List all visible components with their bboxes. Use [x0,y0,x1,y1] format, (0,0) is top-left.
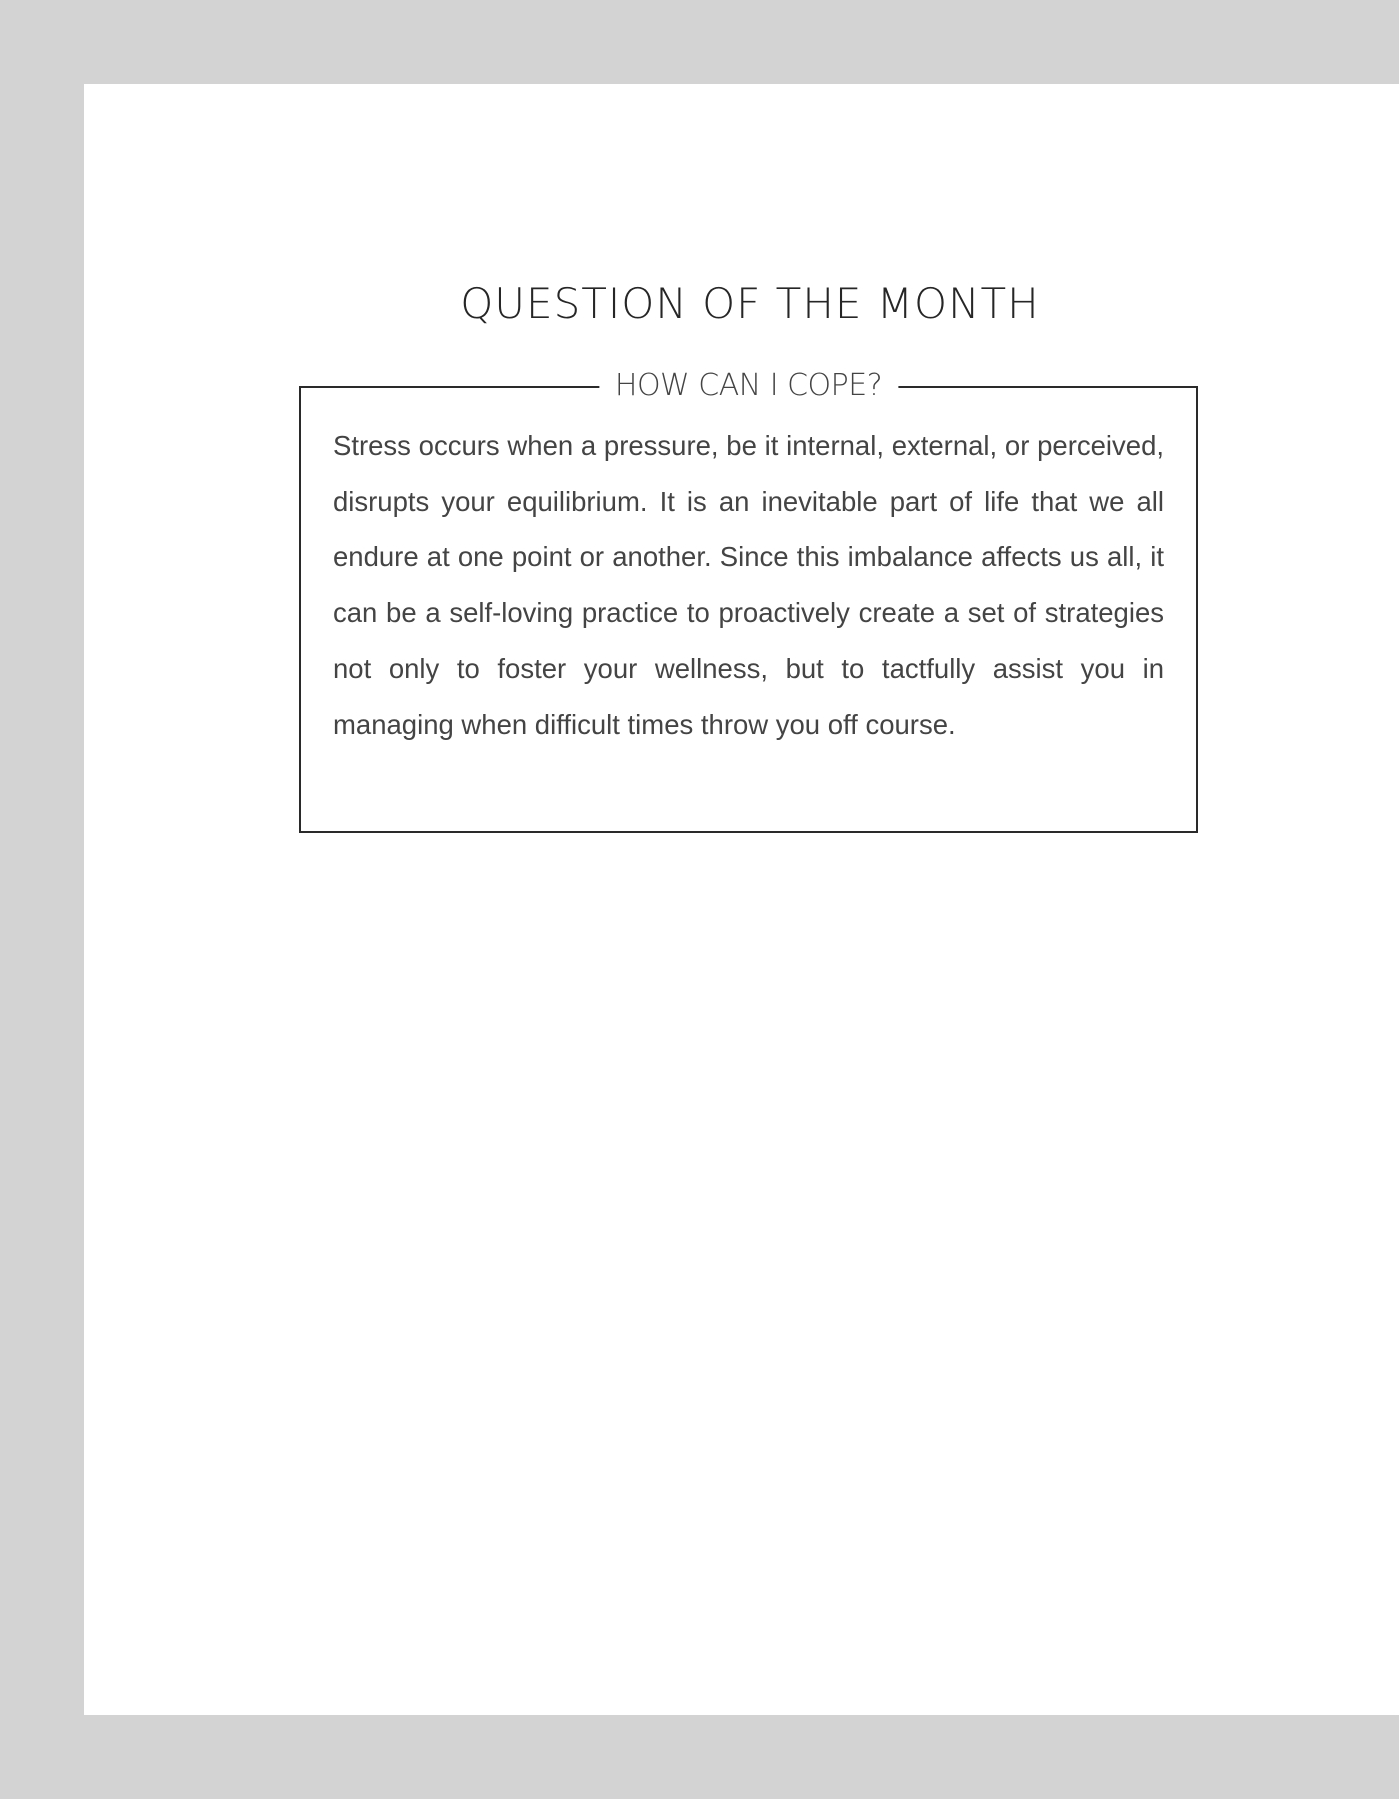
document-page [84,84,1399,1715]
question-box-heading: HOW CAN I COPE? [599,366,898,406]
page-title: QUESTION OF THE MONTH [460,279,1040,328]
question-box [299,368,1198,833]
question-box-body: Stress occurs when a pressure, be it internal, external, or perceived, disrupts your equilibrium. It is an inevitable part of life that we all endure at one point or another. Since this imbalance affects us all, it can be a self-loving practice to proactively create a set of strategies not only to foster your wellness, but to tactfully assist you in managing when difficult times throw you off course. [333,430,1164,740]
